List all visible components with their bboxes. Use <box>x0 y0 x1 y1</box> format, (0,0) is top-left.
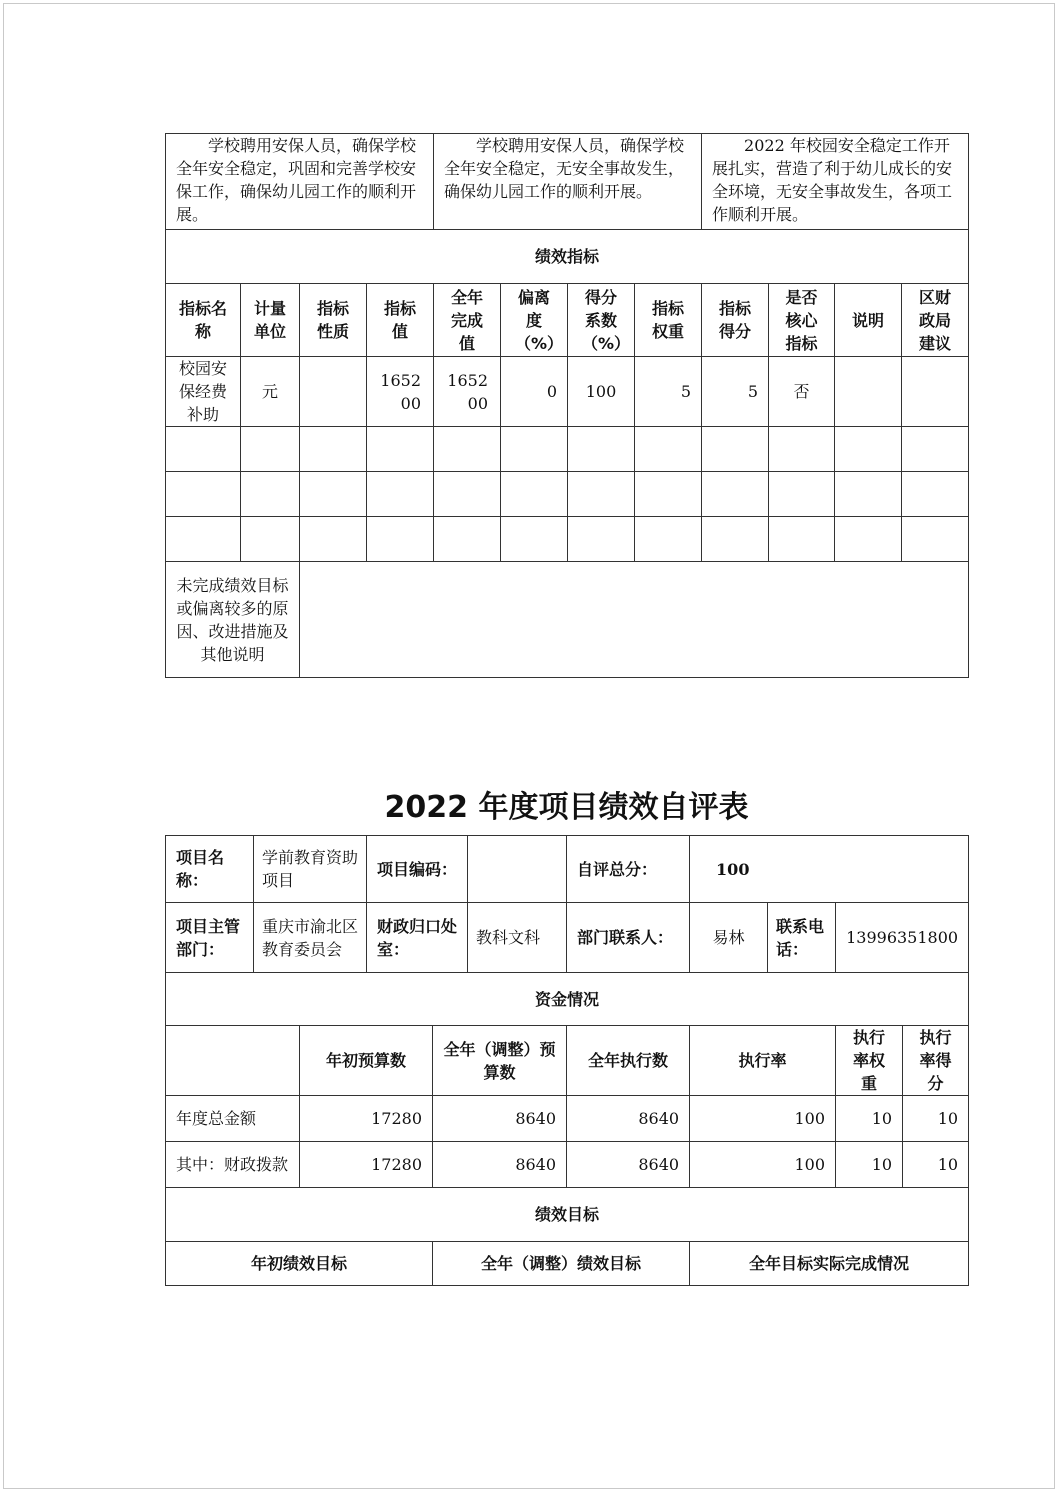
phone-value: 13996351800 <box>836 903 969 973</box>
section-title-indicators: 绩效指标 <box>166 230 969 284</box>
contact-value: 易林 <box>690 903 768 973</box>
actual-completion-text: 2022 年校园安全稳定工作开展扎实，营造了利于幼儿成长的安全环境，无安全事故发生，各项工作顺利开展。 <box>702 134 969 230</box>
funds-row-rate: 100 <box>690 1142 836 1188</box>
indicator-name: 校园安保经费补助 <box>166 357 241 427</box>
remark-value <box>300 562 969 678</box>
project-name-value: 学前教育资助项目 <box>254 836 367 903</box>
document-title: 2022 年度项目绩效自评表 <box>384 790 749 825</box>
contact-label: 部门联系人： <box>567 903 690 973</box>
header-finance-advice: 区财政局建议 <box>902 284 969 357</box>
indicator-deviation: 0 <box>501 357 568 427</box>
funds-header-blank <box>166 1026 300 1096</box>
goal-text-row <box>166 134 969 230</box>
funds-header-adjusted: 全年（调整）预算数 <box>433 1026 567 1096</box>
indicator-weight: 5 <box>635 357 702 427</box>
performance-indicators-table <box>165 133 969 678</box>
header-unit: 计量单位 <box>241 284 300 357</box>
empty-row <box>166 427 969 472</box>
indicator-advice <box>902 357 969 427</box>
funds-row-score: 10 <box>903 1096 969 1142</box>
self-score-value: 100 <box>690 836 969 903</box>
funds-row <box>166 1142 969 1188</box>
funds-header-weight: 执行率权重 <box>836 1026 903 1096</box>
indicator-header-row <box>166 284 969 357</box>
header-indicator-score: 指标得分 <box>702 284 769 357</box>
finance-office-label: 财政归口处室： <box>367 903 468 973</box>
funds-header-row <box>166 1026 969 1096</box>
header-target-value: 指标值 <box>367 284 434 357</box>
adjusted-goal-text: 学校聘用安保人员，确保学校全年安全稳定，无安全事故发生，确保幼儿园工作的顺利开展。 <box>434 134 702 230</box>
header-weight: 指标权重 <box>635 284 702 357</box>
header-indicator-name: 指标名称 <box>166 284 241 357</box>
self-evaluation-table <box>165 835 969 1286</box>
funds-row-weight: 10 <box>836 1142 903 1188</box>
funds-header-rate: 执行率 <box>690 1026 836 1096</box>
funds-row-adjusted: 8640 <box>433 1096 567 1142</box>
funds-row <box>166 1096 969 1142</box>
project-code-value <box>468 836 567 903</box>
indicator-completed: 165200 <box>434 357 501 427</box>
funds-row-adjusted: 8640 <box>433 1142 567 1188</box>
header-completed-value: 全年完成值 <box>434 284 501 357</box>
funds-row-score: 10 <box>903 1142 969 1188</box>
indicator-target: 165200 <box>367 357 434 427</box>
department-value: 重庆市渝北区教育委员会 <box>254 903 367 973</box>
goals-header-adjusted: 全年（调整）绩效目标 <box>433 1242 690 1286</box>
indicator-score: 5 <box>702 357 769 427</box>
indicator-unit: 元 <box>241 357 300 427</box>
initial-goal-text: 学校聘用安保人员，确保学校全年安全稳定，巩固和完善学校安保工作，确保幼儿园工作的顺利开展。 <box>166 134 434 230</box>
funds-row-weight: 10 <box>836 1096 903 1142</box>
funds-row-rate: 100 <box>690 1096 836 1142</box>
indicator-coefficient: 100 <box>568 357 635 427</box>
goals-header-actual: 全年目标实际完成情况 <box>690 1242 969 1286</box>
goals-header-row <box>166 1242 969 1286</box>
header-score-coefficient: 得分系数（%） <box>568 284 635 357</box>
funds-header-executed: 全年执行数 <box>567 1026 690 1096</box>
goals-header-initial: 年初绩效目标 <box>166 1242 433 1286</box>
phone-label: 联系电话： <box>768 903 836 973</box>
empty-row <box>166 472 969 517</box>
funds-row-label: 其中：财政拨款 <box>166 1142 300 1188</box>
department-info-row <box>166 903 969 973</box>
header-nature: 指标性质 <box>300 284 367 357</box>
remark-label: 未完成绩效目标或偏离较多的原因、改进措施及其他说明 <box>166 562 300 678</box>
header-deviation: 偏离度（%） <box>501 284 568 357</box>
funds-row-executed: 8640 <box>567 1142 690 1188</box>
indicator-nature <box>300 357 367 427</box>
finance-office-value: 教科文科 <box>468 903 567 973</box>
project-info-row <box>166 836 969 903</box>
indicator-row <box>166 357 969 427</box>
header-note: 说明 <box>835 284 902 357</box>
funds-header-initial: 年初预算数 <box>300 1026 433 1096</box>
project-name-label: 项目名称： <box>166 836 254 903</box>
project-code-label: 项目编码： <box>367 836 468 903</box>
indicator-note <box>835 357 902 427</box>
section-title-funds: 资金情况 <box>166 973 969 1026</box>
section-title-goals: 绩效目标 <box>166 1188 969 1242</box>
funds-header-score: 执行率得分 <box>903 1026 969 1096</box>
self-score-label: 自评总分： <box>567 836 690 903</box>
empty-row <box>166 517 969 562</box>
funds-row-initial: 17280 <box>300 1142 433 1188</box>
funds-row-initial: 17280 <box>300 1096 433 1142</box>
funds-row-executed: 8640 <box>567 1096 690 1142</box>
header-core-indicator: 是否核心指标 <box>769 284 835 357</box>
indicator-core: 否 <box>769 357 835 427</box>
remark-row <box>166 562 969 678</box>
department-label: 项目主管部门： <box>166 903 254 973</box>
funds-row-label: 年度总金额 <box>166 1096 300 1142</box>
